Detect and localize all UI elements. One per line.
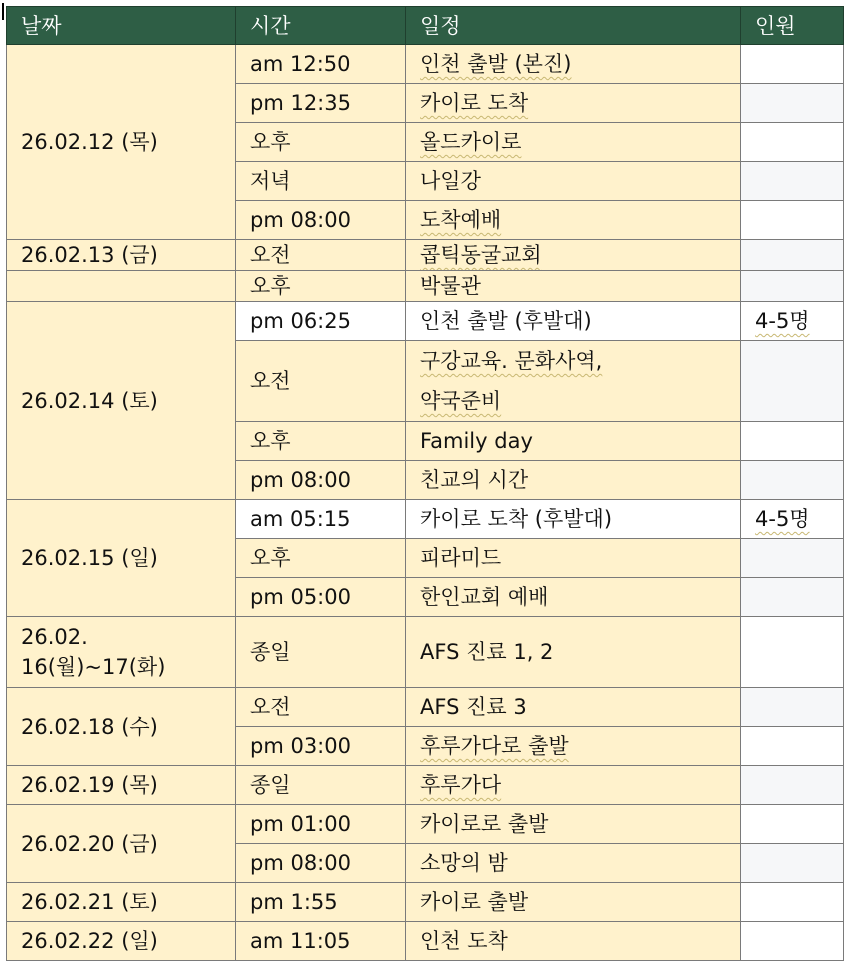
table-row: [7, 271, 844, 302]
plan-text: 후루가다로 출발: [420, 734, 569, 758]
plan-text: 구강교육. 문화사역, 약국준비: [420, 349, 603, 413]
plan-text: 나일강: [420, 169, 481, 193]
header-time: 시간: [236, 7, 406, 45]
plan-cell: [406, 844, 741, 883]
date-cell: 26.02.13 (금): [7, 240, 236, 271]
time-cell: pm 01:00: [236, 805, 406, 844]
plan-text: 박물관: [420, 274, 481, 298]
table-row: [7, 805, 844, 844]
header-plan: 일정: [406, 7, 741, 45]
plan-text: 후루가다: [420, 773, 502, 797]
time-cell: 오후: [236, 422, 406, 461]
people-cell[interactable]: [741, 162, 844, 201]
date-cell: 26.02.22 (일): [7, 922, 236, 961]
table-row: [7, 240, 844, 271]
plan-text: 올드카이로: [420, 130, 522, 154]
plan-text: 콥틱동굴교회: [420, 243, 542, 267]
plan-cell: [406, 422, 741, 461]
time-cell: 저녁: [236, 162, 406, 201]
plan-cell: [406, 578, 741, 617]
time-cell: 종일: [236, 617, 406, 688]
people-cell[interactable]: [741, 422, 844, 461]
plan-text: Family day: [420, 429, 533, 453]
plan-text: 인천 출발 (후발대): [420, 309, 592, 333]
header-people: 인원: [741, 7, 844, 45]
time-cell: 오후: [236, 539, 406, 578]
table-row: [7, 617, 844, 688]
time-cell: pm 1:55: [236, 883, 406, 922]
time-cell: am 11:05: [236, 922, 406, 961]
plan-cell: [406, 84, 741, 123]
plan-text: 소망의 밤: [420, 851, 508, 875]
people-cell[interactable]: [741, 539, 844, 578]
plan-cell: [406, 688, 741, 727]
plan-text: 인천 도착: [420, 929, 508, 953]
people-cell[interactable]: [741, 688, 844, 727]
plan-text: 인천 출발 (본진): [420, 52, 572, 76]
plan-cell: [406, 201, 741, 240]
plan-text: 카이로 도착 (후발대): [420, 507, 613, 531]
table-row: [7, 688, 844, 727]
time-cell: pm 08:00: [236, 461, 406, 500]
table-row: [7, 302, 844, 341]
plan-cell: [406, 45, 741, 84]
people-cell[interactable]: [741, 201, 844, 240]
plan-text: 한인교회 예배: [420, 585, 549, 609]
time-cell: 오후: [236, 123, 406, 162]
plan-cell: [406, 539, 741, 578]
people-cell[interactable]: [741, 123, 844, 162]
people-cell[interactable]: [741, 500, 844, 539]
table-row: [7, 500, 844, 539]
people-cell[interactable]: [741, 240, 844, 271]
time-cell: 종일: [236, 766, 406, 805]
people-cell[interactable]: [741, 45, 844, 84]
time-cell: pm 08:00: [236, 201, 406, 240]
plan-text: 카이로 도착: [420, 91, 529, 115]
date-cell: 26.02.18 (수): [7, 688, 236, 766]
plan-cell: [406, 500, 741, 539]
people-cell[interactable]: [741, 883, 844, 922]
time-cell: 오전: [236, 688, 406, 727]
date-cell: 26.02.19 (목): [7, 766, 236, 805]
plan-cell: [406, 341, 741, 422]
table-row: [7, 922, 844, 961]
people-cell[interactable]: [741, 727, 844, 766]
plan-cell: [406, 240, 741, 271]
plan-cell: [406, 922, 741, 961]
people-cell[interactable]: [741, 84, 844, 123]
plan-cell: [406, 727, 741, 766]
date-cell: 26.02.21 (토): [7, 883, 236, 922]
people-cell[interactable]: [741, 461, 844, 500]
time-cell: 오전: [236, 240, 406, 271]
table-row: [7, 45, 844, 84]
plan-text: AFS 진료 1, 2: [420, 640, 554, 664]
plan-cell: [406, 302, 741, 341]
people-text: 4-5명: [755, 309, 810, 333]
header-row: [7, 7, 844, 45]
header-date: 날짜: [7, 7, 236, 45]
plan-cell: [406, 766, 741, 805]
text-cursor: [2, 3, 4, 20]
plan-text: 카이로로 출발: [420, 812, 549, 836]
people-cell[interactable]: [741, 844, 844, 883]
plan-text: 도착예배: [420, 208, 502, 232]
people-cell[interactable]: [741, 805, 844, 844]
date-cell: 26.02.15 (일): [7, 500, 236, 617]
date-cell: 26.02.12 (목): [7, 45, 236, 240]
plan-cell: [406, 805, 741, 844]
people-cell[interactable]: [741, 766, 844, 805]
people-cell[interactable]: [741, 302, 844, 341]
time-cell: pm 06:25: [236, 302, 406, 341]
time-cell: pm 08:00: [236, 844, 406, 883]
plan-cell: [406, 883, 741, 922]
date-cell: 26.02.14 (토): [7, 302, 236, 500]
plan-cell: [406, 162, 741, 201]
time-cell: 오전: [236, 341, 406, 422]
time-cell: pm 12:35: [236, 84, 406, 123]
date-cell-empty: [7, 271, 236, 302]
plan-text: 피라미드: [420, 546, 502, 570]
plan-text: 친교의 시간: [420, 468, 529, 492]
people-cell[interactable]: [741, 617, 844, 688]
plan-cell: [406, 123, 741, 162]
schedule-table: [6, 6, 844, 961]
table-row: [7, 883, 844, 922]
people-cell[interactable]: [741, 271, 844, 302]
people-cell[interactable]: [741, 341, 844, 422]
date-cell: 26.02.20 (금): [7, 805, 236, 883]
people-text: 4-5명: [755, 507, 810, 531]
people-cell[interactable]: [741, 578, 844, 617]
time-cell: pm 03:00: [236, 727, 406, 766]
plan-cell: [406, 271, 741, 302]
plan-cell: [406, 617, 741, 688]
plan-cell: [406, 461, 741, 500]
date-cell: 26.02. 16(월)~17(화): [7, 617, 236, 688]
time-cell: am 12:50: [236, 45, 406, 84]
plan-text: AFS 진료 3: [420, 695, 527, 719]
time-cell: pm 05:00: [236, 578, 406, 617]
people-cell[interactable]: [741, 922, 844, 961]
plan-text: 카이로 출발: [420, 890, 529, 914]
table-row: [7, 766, 844, 805]
time-cell: am 05:15: [236, 500, 406, 539]
time-cell: 오후: [236, 271, 406, 302]
